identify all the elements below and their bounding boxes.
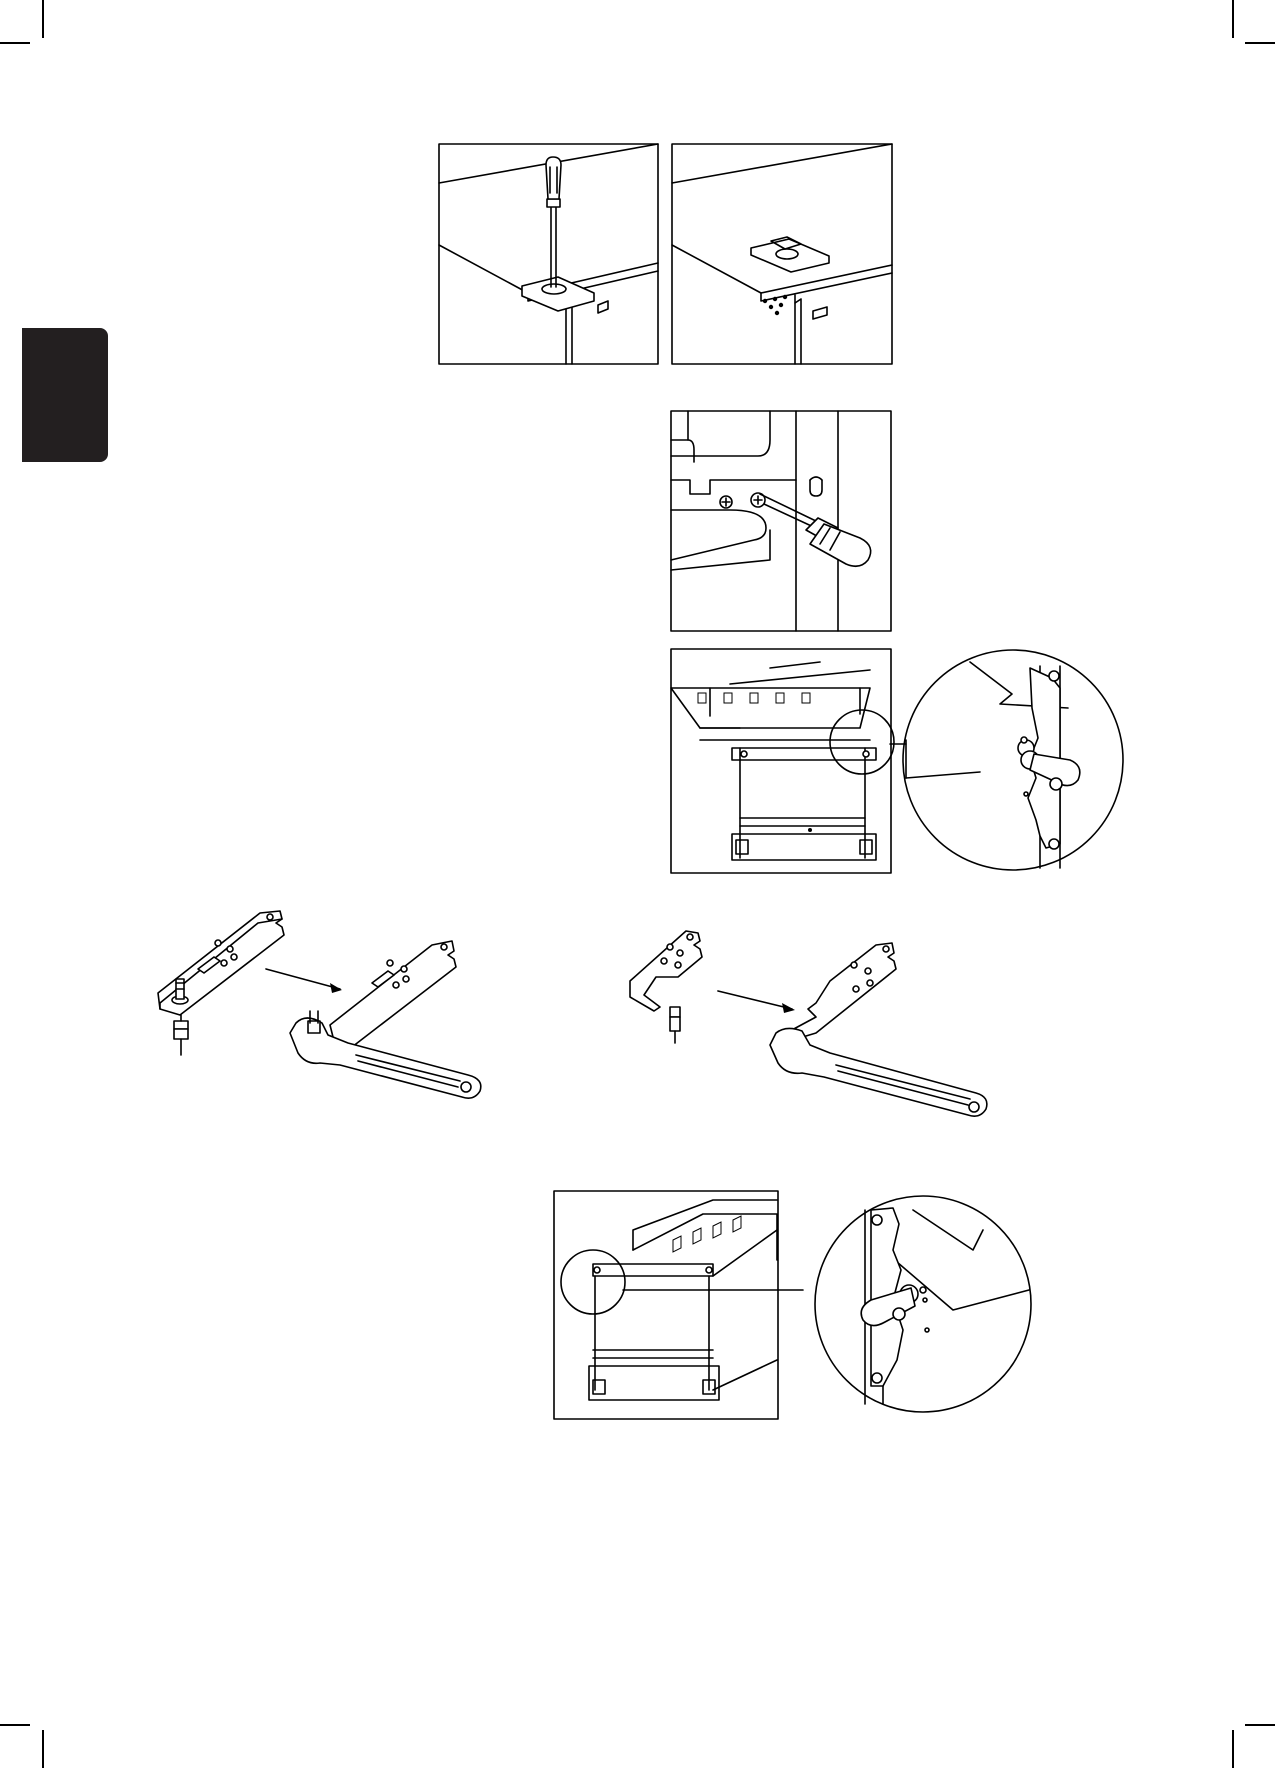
figure-hinge-plate-swap-right bbox=[150, 905, 550, 1135]
figure-drawer-hinge-right-detail bbox=[553, 1190, 1035, 1420]
crop-mark bbox=[42, 0, 44, 38]
section-tab bbox=[22, 328, 108, 462]
figure-hinge-cover-removed bbox=[671, 143, 893, 365]
crop-mark bbox=[42, 1730, 44, 1768]
crop-mark bbox=[0, 1724, 30, 1726]
crop-mark bbox=[0, 42, 30, 44]
crop-mark bbox=[1232, 0, 1234, 38]
figure-drawer-hinge-left-detail bbox=[670, 648, 1130, 874]
figure-hinge-plate-swap-left bbox=[620, 925, 1020, 1135]
crop-mark bbox=[1245, 1724, 1275, 1726]
crop-mark bbox=[1245, 42, 1275, 44]
figure-hinge-screw-removal bbox=[670, 410, 892, 632]
crop-mark bbox=[1232, 1730, 1234, 1768]
figure-hinge-cover-screwdriver bbox=[438, 143, 659, 365]
